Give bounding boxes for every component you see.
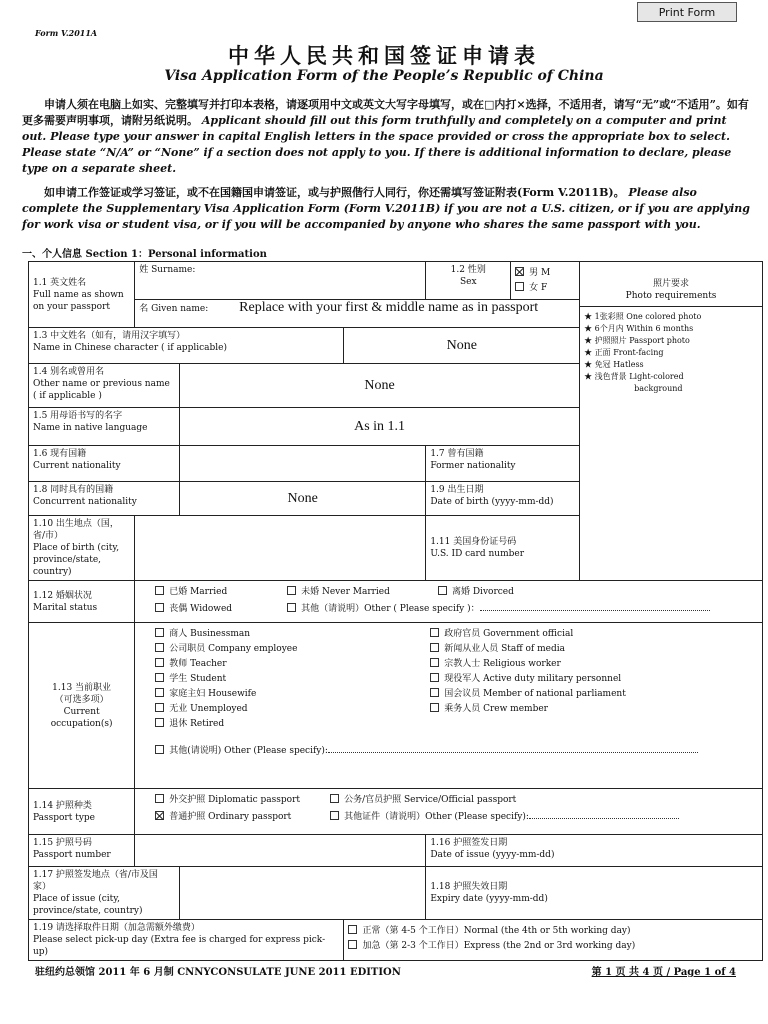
- pickup-options: 正常（第 4-5 个工作日）Normal (the 4th or 5th working day) 加急（第 2-3 个工作日）Express (the 2nd or 3rd working day): [344, 920, 763, 961]
- chinese-name-field[interactable]: None: [344, 328, 580, 364]
- sex-options: 男 M 女 F: [511, 262, 580, 300]
- passport-other-checkbox[interactable]: [330, 811, 339, 820]
- personal-info-table: [28, 261, 763, 961]
- occupation-options: 商人 Businessman 公司职员 Company employee 教师 Teacher 学生 Student 家庭主妇 Housewife 无业 Unemployed 退休 Retired 政府官员 Government official 新闻从业人员 Staff of media 宗教人士 Religious worker 现役军人 Active duty military personnel 国会议员 Member of national parliament 乘务人员 Crew member 其他(请说明) Other (Please specify):: [135, 623, 763, 789]
- field-1-3-label: 1.3 中文姓名（如有，请用汉字填写） Name in Chinese character ( if applicable): [29, 328, 344, 364]
- student-checkbox[interactable]: [155, 673, 164, 682]
- company-employee-checkbox[interactable]: [155, 643, 164, 652]
- footer-page-number: 第 1 页 共 4 页 / Page 1 of 4: [591, 967, 736, 978]
- religious-worker-checkbox[interactable]: [430, 658, 439, 667]
- page-title-en: Visa Application Form of the People’s Republic of China: [164, 68, 604, 84]
- field-1-4-label: 1.4 别名或曾用名 Other name or previous name ( if applicable ): [29, 364, 180, 408]
- concurrent-nationality-field[interactable]: None: [180, 482, 426, 516]
- parliament-checkbox[interactable]: [430, 688, 439, 697]
- current-nationality-field[interactable]: [180, 446, 426, 482]
- page-title-cn: 中华人民共和国签证申请表: [228, 43, 540, 68]
- form-number: Form V.2011A: [35, 28, 98, 38]
- divorced-checkbox[interactable]: [438, 586, 447, 595]
- marital-other-checkbox[interactable]: [287, 603, 296, 612]
- field-1-1-label: 1.1 英文姓名 Full name as shown on your passport: [29, 262, 135, 328]
- crew-member-checkbox[interactable]: [430, 703, 439, 712]
- intro-2-cn: 如申请工作签证或学习签证，或不在国籍国申请签证，或与护照偕行人同行，你还需填写签证附表(Form V.2011B)。: [44, 186, 625, 199]
- express-pickup-checkbox[interactable]: [348, 940, 357, 949]
- passport-type-options: 外交护照 Diplomatic passport 公务/官员护照 Service/Official passport 普通护照 Ordinary passport 其他证件（请说明）Other (Please specify):: [135, 789, 763, 835]
- field-1-8-label: 1.8 同时具有的国籍 Concurrent nationality: [29, 482, 180, 516]
- field-1-13-label: 1.13 当前职业 （可选多项） Current occupation(s): [29, 623, 135, 789]
- teacher-checkbox[interactable]: [155, 658, 164, 667]
- field-1-14-label: 1.14 护照种类 Passport type: [29, 789, 135, 835]
- government-official-checkbox[interactable]: [430, 628, 439, 637]
- field-1-19-label: 1.19 请选择取件日期（加急需额外缴费） Please select pick-up day (Extra fee is charged for express pick-up): [29, 920, 344, 961]
- intro-1-cn: 申请人须在电脑上如实、完整填写并打印本表格，请逐项用中文或英文大写字母填写，或在□内打×选择，不适用者，请写“无”或“不适用”。如有更多需要声明事项，请附另纸说明。: [22, 98, 749, 127]
- field-1-10-label: 1.10 出生地点（国，省/市） Place of birth (city, province/state, country): [29, 516, 135, 581]
- field-1-15-label: 1.15 护照号码 Passport number: [29, 835, 135, 867]
- print-form-button[interactable]: Print Form: [637, 2, 737, 22]
- issue-place-field[interactable]: [180, 867, 426, 920]
- field-1-9-label: 1.9 出生日期 Date of birth (yyyy-mm-dd): [426, 482, 580, 516]
- intro-paragraph-1: [22, 97, 750, 177]
- passport-number-field[interactable]: [135, 835, 426, 867]
- normal-pickup-checkbox[interactable]: [348, 925, 357, 934]
- field-1-16-label: 1.16 护照签发日期 Date of issue (yyyy-mm-dd): [426, 835, 763, 867]
- businessman-checkbox[interactable]: [155, 628, 164, 637]
- field-1-6-label: 1.6 现有国籍 Current nationality: [29, 446, 180, 482]
- given-name-field[interactable]: 名 Given name: Replace with your first & middle name as in passport: [135, 300, 580, 328]
- intro-paragraph-2: [22, 185, 750, 233]
- section-title: 一、个人信息 Section 1：Personal information: [22, 249, 267, 260]
- intro-2-en: Please also complete the Supplementary Visa Application Form (Form V.2011B) if you are not a U.S. citizen, or if you are applying for work visa or student visa, or if you will be accompanied by anyone who shares the same passport with you.: [22, 186, 750, 231]
- occupation-other-checkbox[interactable]: [155, 745, 164, 754]
- housewife-checkbox[interactable]: [155, 688, 164, 697]
- widowed-checkbox[interactable]: [155, 603, 164, 612]
- married-checkbox[interactable]: [155, 586, 164, 595]
- service-passport-checkbox[interactable]: [330, 794, 339, 803]
- unemployed-checkbox[interactable]: [155, 703, 164, 712]
- never-married-checkbox[interactable]: [287, 586, 296, 595]
- field-1-17-label: 1.17 护照签发地点（省/市及国家） Place of issue (city, province/state, country): [29, 867, 180, 920]
- diplomatic-passport-checkbox[interactable]: [155, 794, 164, 803]
- field-1-2-label: 1.2 性别 Sex: [426, 262, 511, 300]
- female-checkbox[interactable]: [515, 282, 524, 291]
- ordinary-passport-checkbox[interactable]: [155, 811, 164, 820]
- field-1-7-label: 1.7 曾有国籍 Former nationality: [426, 446, 580, 482]
- native-name-field[interactable]: As in 1.1: [180, 408, 580, 446]
- field-1-18-label: 1.18 护照失效日期 Expiry date (yyyy-mm-dd): [426, 867, 763, 920]
- retired-checkbox[interactable]: [155, 718, 164, 727]
- staff-of-media-checkbox[interactable]: [430, 643, 439, 652]
- military-checkbox[interactable]: [430, 673, 439, 682]
- other-name-field[interactable]: None: [180, 364, 580, 408]
- intro-1-en: Applicant should fill out this form truthfully and completely on a computer and print out. Please type your answer in capital English letters in the space provided or cross the appropriate box to select. Please state “N/A” or “None” if a section does not apply to you. If there is additional information to declare, please type on a separate sheet.: [22, 114, 732, 175]
- birth-place-field[interactable]: [135, 516, 426, 581]
- field-1-12-label: 1.12 婚姻状况 Marital status: [29, 581, 135, 623]
- footer-edition: 驻纽约总领馆 2011 年 6 月制 CNNYCONSULATE JUNE 2011 EDITION: [35, 967, 401, 978]
- male-checkbox[interactable]: [515, 267, 524, 276]
- field-1-11-label: 1.11 美国身份证号码 U.S. ID card number: [426, 516, 580, 581]
- field-1-5-label: 1.5 用母语书写的名字 Name in native language: [29, 408, 180, 446]
- marital-options: 已婚 Married 未婚 Never Married 离婚 Divorced 丧偶 Widowed 其他（请说明）Other ( Please specify )：: [135, 581, 763, 623]
- photo-requirements: 照片要求 Photo requirements ★ 1张彩照 One colored photo ★ 6个月内 Within 6 months ★ 护照照片 Passport photo ★ 正面 Front-facing ★ 免冠 Hatless ★ 浅色背景 Light-colored background: [580, 262, 763, 581]
- surname-field[interactable]: 姓 Surname:: [135, 262, 426, 300]
